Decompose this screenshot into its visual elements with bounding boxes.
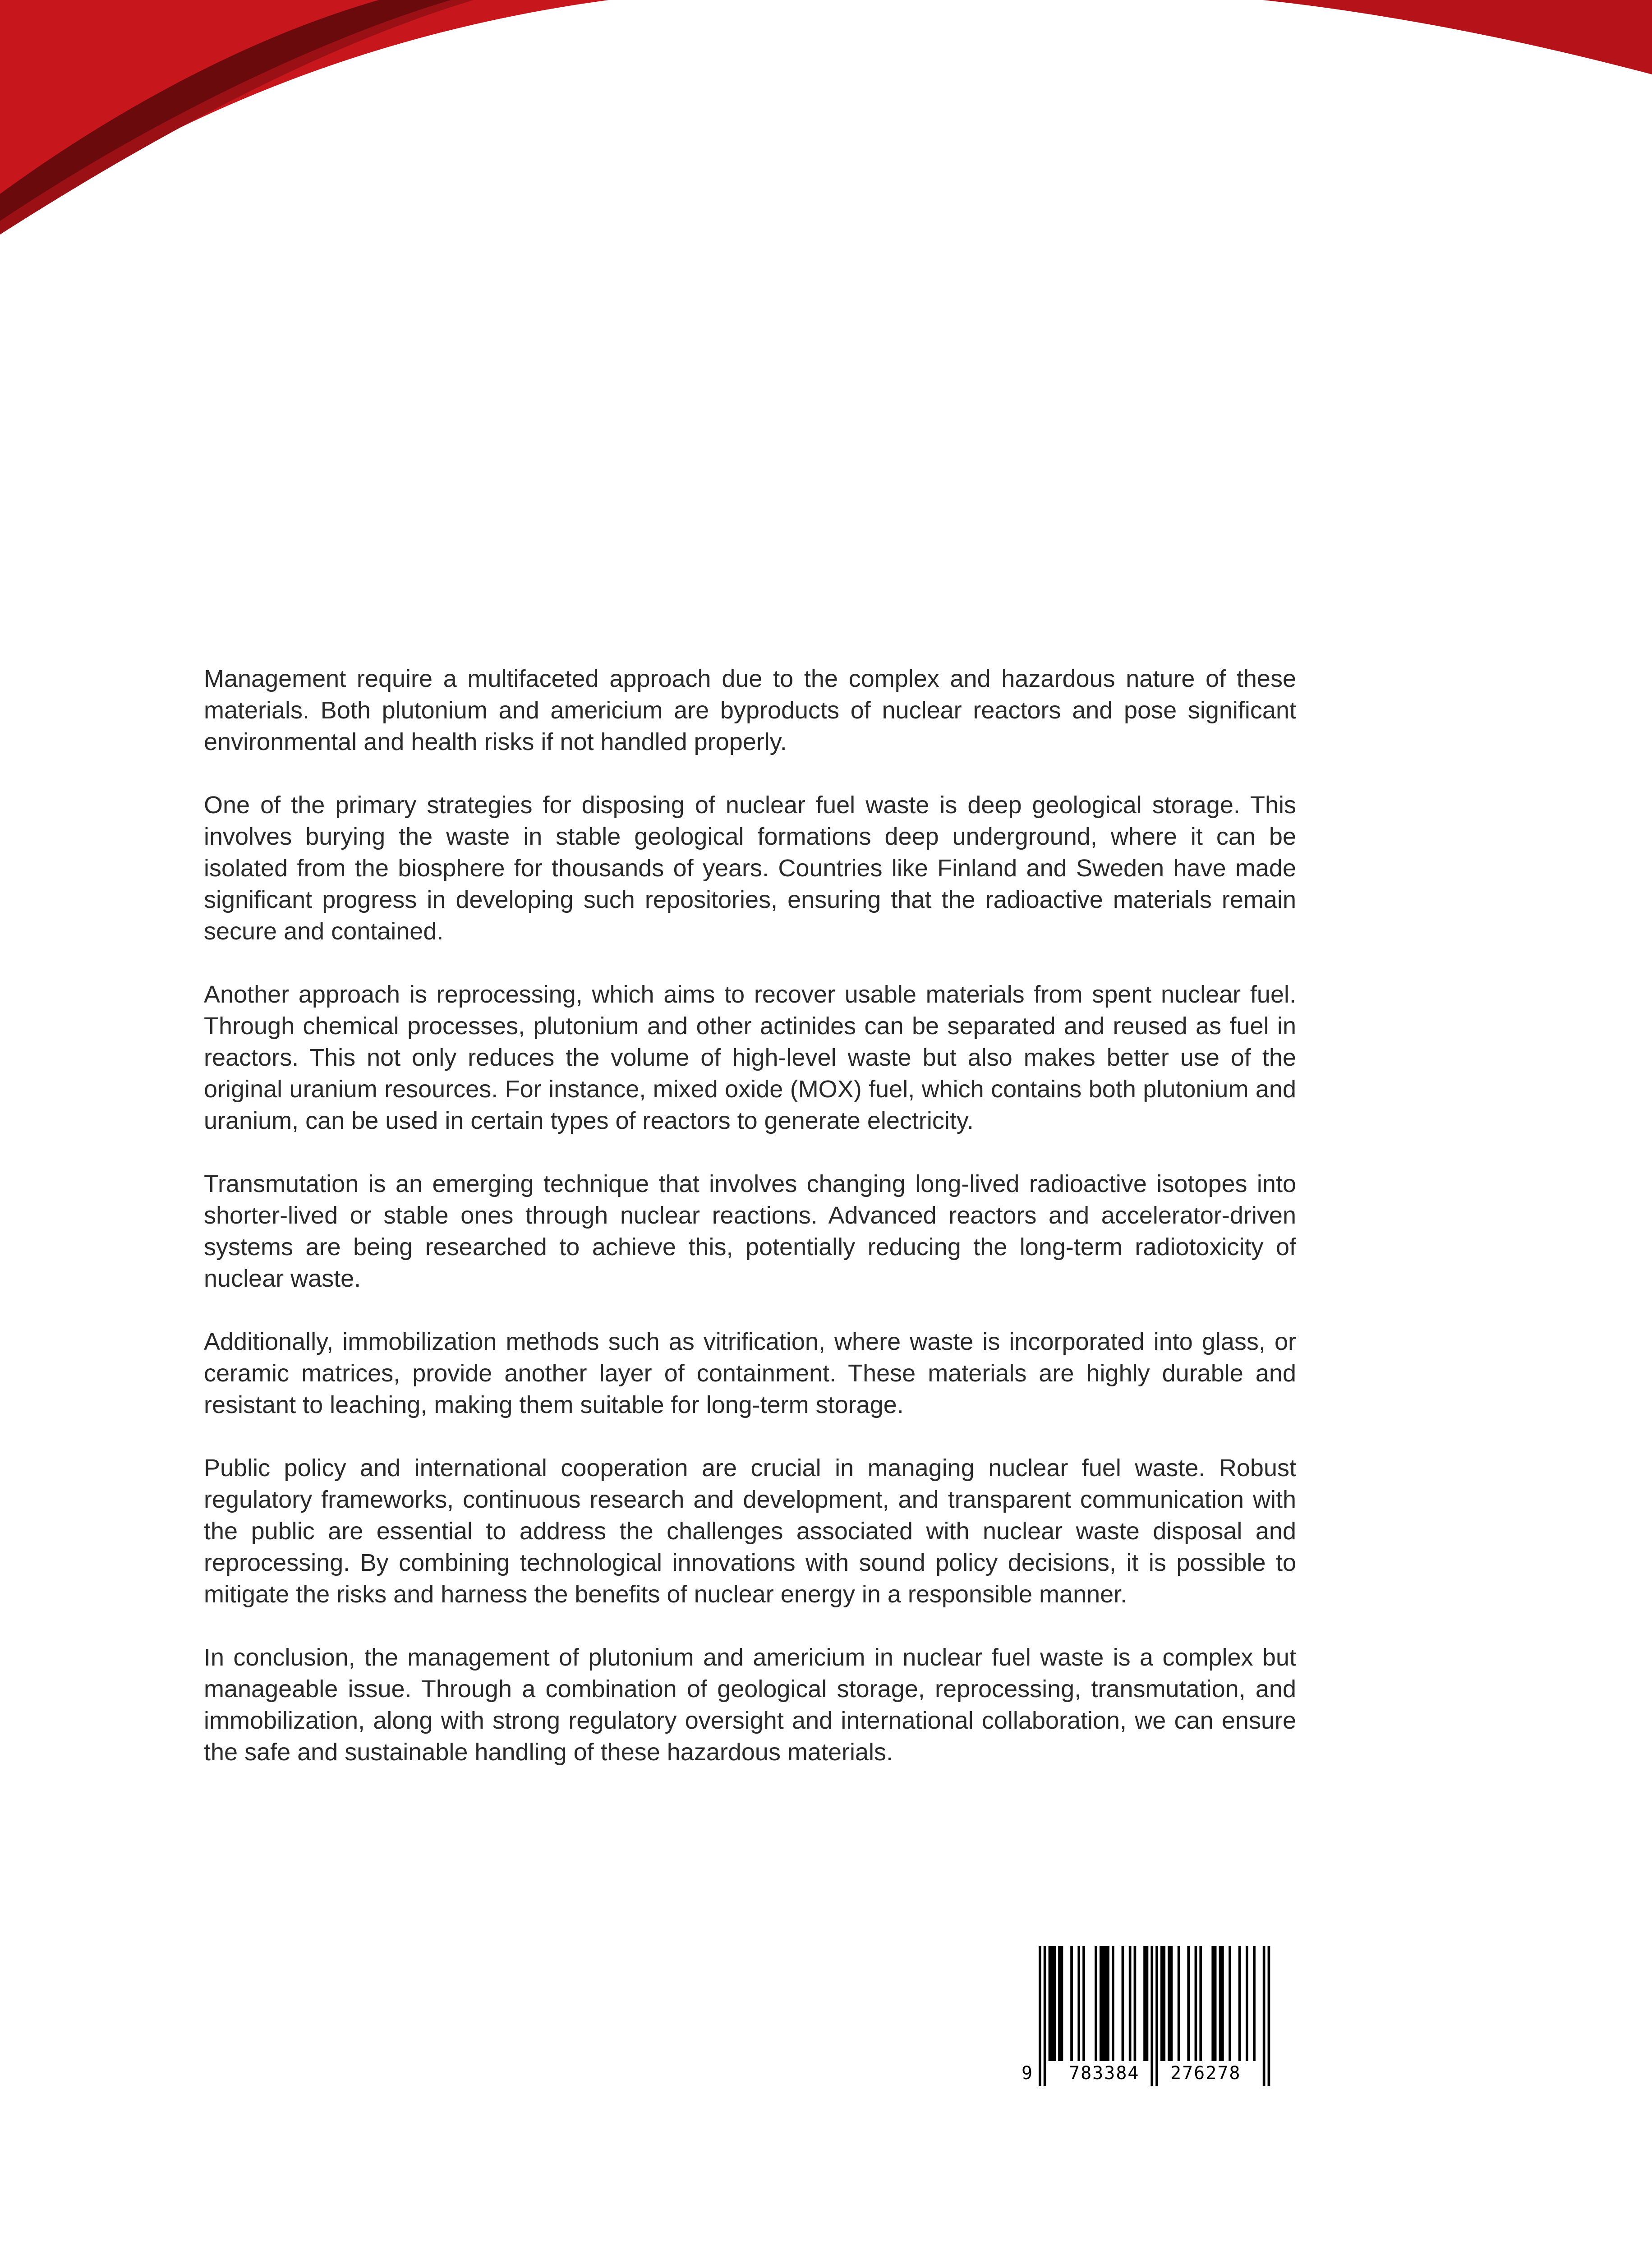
back-cover-text (204, 663, 1296, 1799)
barcode-right-group: 276278 (1170, 2063, 1241, 2084)
barcode-bar (1112, 1946, 1114, 2061)
barcode-bar (1104, 1946, 1107, 2061)
barcode-bar (1221, 1946, 1224, 2061)
paragraph-transmutation: Transmutation is an emerging technique that involves changing long-lived radioactive isotopes into shorter-lived or stable ones through nuclear reactions. Advanced reactors and accelerator-driven systems are being researched to achieve this, potentially reducing the long-term radiotoxicity of nuclear waste. (204, 1170, 1296, 1292)
barcode-bar (1143, 1946, 1146, 2061)
barcode-bar (1238, 1946, 1241, 2061)
barcode-bar (1100, 1946, 1102, 2061)
barcode-bar (1061, 1946, 1063, 2061)
top-red-swoosh-decoration (0, 0, 1652, 235)
paragraph-conclusion: In conclusion, the management of plutonium and americium in nuclear fuel waste is a complex but manageable issue. Through a combination of geological storage, reprocessing, transmutation, and immobilization, along with strong regulatory oversight and international collaboration, we can ensure the safe and sustainable handling of these hazardous materials. (204, 1644, 1296, 1766)
barcode-bar (1253, 1946, 1256, 2061)
barcode-bar (1146, 1946, 1149, 2061)
barcode-bar (1199, 1946, 1202, 2061)
barcode-left-group: 783384 (1069, 2063, 1140, 2084)
barcode-bar (1107, 1946, 1109, 2061)
barcode-bar (1077, 1946, 1080, 2061)
paragraph-immobilization: Additionally, immobilization methods such as vitrification, where waste is incorporated into glass, or ceramic matrices, provide another layer of containment. These materials are highly durable and resistant to leaching, making them suitable for long-term storage. (204, 1328, 1296, 1418)
barcode-lead-digit: 9 (1022, 2063, 1034, 2084)
barcode-bar (1178, 1946, 1180, 2061)
barcode-bar (1268, 1946, 1270, 2086)
paragraph-reprocessing: Another approach is reprocessing, which aims to recover usable materials from spent nuclear fuel. Through chemical processes, plutonium and other actinides can be separated and reused as fuel in reactors. This not only reduces the volume of high-level waste but also makes better use of the original uranium resources. For instance, mixed oxide (MOX) fuel, which contains both plutonium and uranium, can be used in certain types of reactors to generate electricity. (204, 981, 1296, 1134)
barcode-bar (1095, 1946, 1097, 2061)
barcode-bar (1053, 1946, 1056, 2061)
barcode-bar (1170, 1946, 1173, 2061)
barcode-bar (1246, 1946, 1248, 2061)
barcode-bar (1070, 1946, 1073, 2061)
barcode-bar (1163, 1946, 1165, 2061)
barcode-bar (1039, 1946, 1041, 2086)
paragraph-public-policy: Public policy and international cooperation are crucial in managing nuclear fuel waste. Robust regulatory frameworks, continuous research and development, and transparent communication with the public are essential to address the challenges associated with nuclear waste disposal and reprocessing. By combining technological innovations with sound policy decisions, it is possible to mitigate the risks and harness the benefits of nuclear energy in a responsible manner. (204, 1454, 1296, 1608)
barcode-bar (1049, 1946, 1051, 2061)
barcode-bar (1150, 1946, 1153, 2086)
barcode-bar (1082, 1946, 1085, 2061)
paragraph-geological-storage: One of the primary strategies for disposing of nuclear fuel waste is deep geological storage. This involves burying the waste in stable geological formations deep underground, where it can be isolated from the biosphere for thousands of years. Countries like Finland and Sweden have made significant progress in developing such repositories, ensuring that the radioactive materials remain secure and contained. (204, 792, 1296, 945)
barcode-bar (1229, 1946, 1231, 2061)
isbn-barcode (1022, 1946, 1279, 2090)
barcode-bar (1219, 1946, 1222, 2061)
barcode-bar (1214, 1946, 1217, 2061)
barcode-bar (1122, 1946, 1124, 2061)
barcode-bar (1051, 1946, 1054, 2061)
barcode-bar (1058, 1946, 1061, 2061)
barcode-bar (1168, 1946, 1170, 2061)
barcode-bar (1195, 1946, 1197, 2061)
paragraph-intro: Management require a multifaceted approach due to the complex and hazardous nature of these materials. Both plutonium and americium are byproducts of nuclear reactors and pose significant environmental and health risks if not handled properly. (204, 665, 1296, 755)
barcode-bar (1211, 1946, 1214, 2061)
right-red-swoosh (1263, 0, 1652, 74)
barcode-bar (1187, 1946, 1190, 2061)
barcode-bar (1134, 1946, 1137, 2061)
barcode-bar (1129, 1946, 1132, 2061)
barcode-bar (1102, 1946, 1104, 2061)
barcode-bar (1155, 1946, 1158, 2086)
barcode-bar (1160, 1946, 1163, 2061)
barcode-bar (1263, 1946, 1265, 2086)
barcode-bar (1044, 1946, 1046, 2086)
